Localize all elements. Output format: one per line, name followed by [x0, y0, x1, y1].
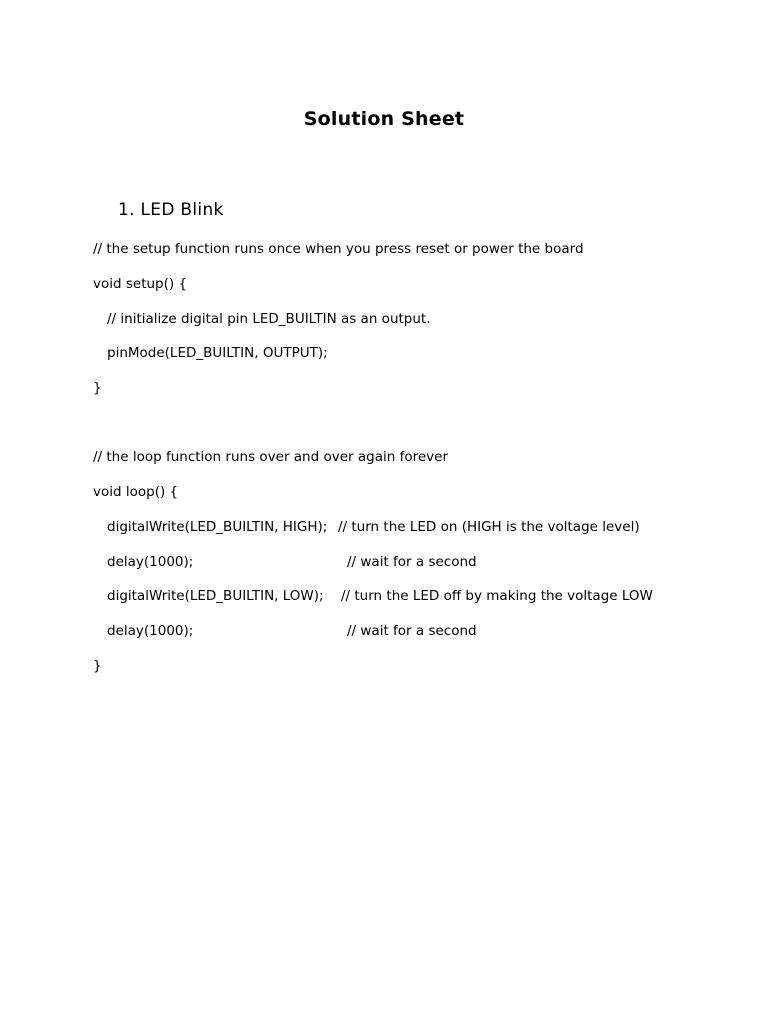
code-line-delay-2: delay(1000); — [107, 623, 194, 639]
section-heading: 1. LED Blink — [118, 200, 224, 220]
code-line-delay-1: delay(1000); — [107, 554, 194, 570]
code-comment-digitalwrite-high: // turn the LED on (HIGH is the voltage level) — [338, 519, 640, 535]
code-line-loop-close: } — [93, 658, 102, 674]
code-comment-delay-2: // wait for a second — [347, 623, 477, 639]
code-line-loop-comment: // the loop function runs over and over again forever — [93, 449, 449, 465]
code-line-digitalwrite-low: digitalWrite(LED_BUILTIN, LOW); — [107, 588, 324, 604]
code-line-setup-declaration: void setup() { — [93, 276, 188, 292]
code-line-setup-close: } — [93, 380, 102, 396]
page-title: Solution Sheet — [303, 108, 465, 130]
code-comment-digitalwrite-low: // turn the LED off by making the voltage LOW — [341, 588, 653, 604]
code-line-init-comment: // initialize digital pin LED_BUILTIN as an output. — [107, 311, 431, 327]
code-comment-delay-1: // wait for a second — [347, 554, 477, 570]
code-line-setup-comment: // the setup function runs once when you press reset or power the board — [93, 241, 584, 257]
code-line-digitalwrite-high: digitalWrite(LED_BUILTIN, HIGH); — [107, 519, 328, 535]
code-line-loop-declaration: void loop() { — [93, 484, 179, 500]
code-line-pinmode: pinMode(LED_BUILTIN, OUTPUT); — [107, 345, 328, 361]
